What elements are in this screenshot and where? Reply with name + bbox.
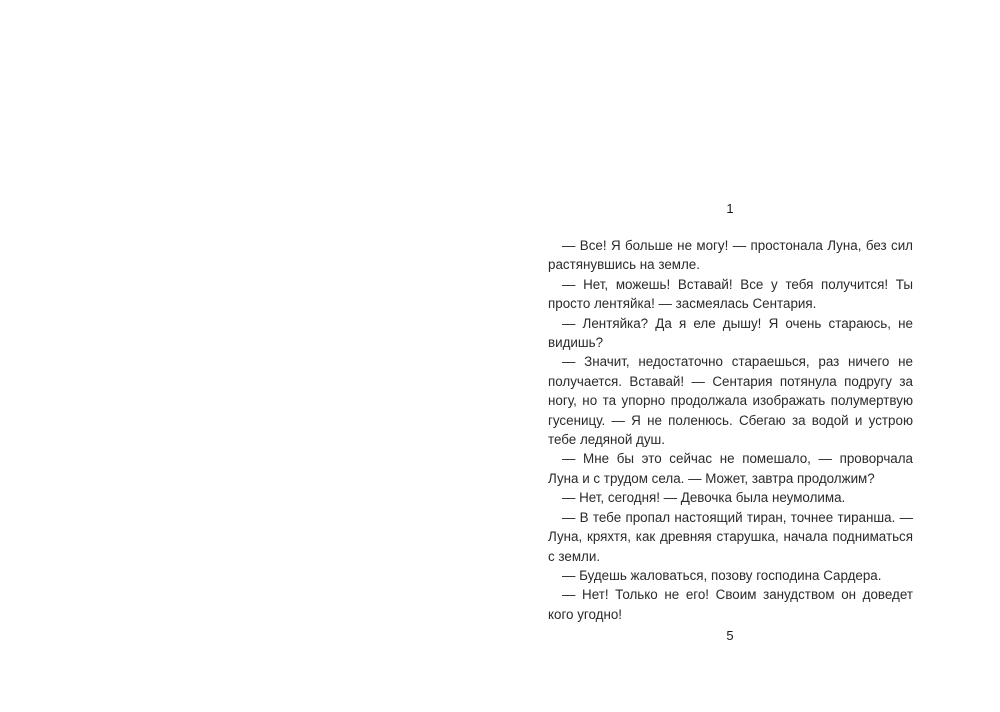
paragraph: — Лентяйка? Да я еле дышу! Я очень стараюсь, не видишь? [548,315,913,351]
paragraph: — Нет! Только не его! Своим занудством он доведет кого угодно! [548,587,913,622]
page-number: 5 [726,628,734,643]
paragraph: — Значит, недостаточно стараешься, раз ничего не получается. Вставай! — Сентария потянула подругу за ногу, но та упорно продолжала изображать полумертвую гусеницу. — Я не поленюсь. Сбегаю за водой и устрою тебе ледяной душ. [548,354,913,448]
paragraph: — Все! Я больше не могу! — простонала Луна, без сил растянувшись на земле. [548,238,913,273]
chapter-number: 1 [726,201,734,216]
paragraph: — В тебе пропал настоящий тиран, точнее тиранша. — Луна, кряхтя, как древняя старушка, начала подниматься с земли. [548,509,913,564]
body-text [548,236,913,624]
paragraph: — Нет, сегодня! — Девочка была неумолима. [562,490,846,506]
right-page [500,0,1000,712]
paragraph: — Нет, можешь! Вставай! Все у тебя получится! Ты просто лентяйка! — засмеялась Сентария. [548,276,913,312]
paragraph: — Будешь жаловаться, позову господина Сардера. [562,567,882,583]
paragraph: — Мне бы это сейчас не помешало, — проворчала Луна и с трудом села. — Может, завтра продолжим? [548,451,913,486]
